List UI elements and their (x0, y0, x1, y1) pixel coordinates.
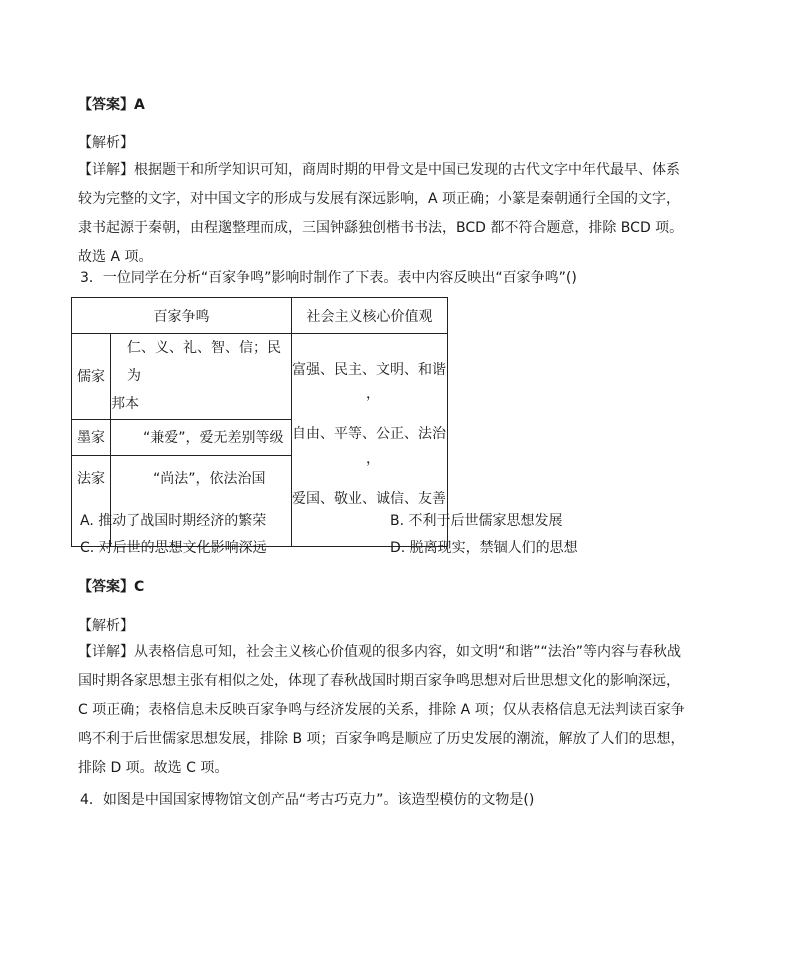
values-line2: 自由、平等、公正、法治 (292, 426, 446, 442)
confucian-ideas-line2: 邦本 (111, 396, 139, 413)
legalist-ideas (111, 456, 292, 547)
mohist-ideas-text: “兼爱”，爱无差别等级 (143, 430, 284, 447)
q2-answer: 【答案】A (78, 97, 145, 113)
values-comma1: ， (366, 386, 380, 402)
table-row (72, 334, 448, 420)
q2-detail: 【详解】根据题干和所学知识可知，商周时期的甲骨文是中国已发现的古代文字中年代最早、体系较为完整的文字，对中国文字的形成与发展有深远影响，A 项正确；小篆是秦朝通行全国的文字，隶书起源于秦朝，由程邈整理而成，三国钟繇独创楷书书法，BCD 都不符合题意，排除 BCD 项。故选 A 项。 (78, 162, 684, 265)
table-header-row (72, 298, 448, 334)
q3-answer: 【答案】C (78, 579, 145, 595)
school-mohist: 墨家 (72, 419, 111, 455)
q3-analysis-label: 【解析】 (78, 618, 134, 634)
option-b: B. 不利于后世儒家思想发展 (390, 513, 563, 529)
school-confucian: 儒家 (72, 334, 111, 420)
table-header-core-values: 社会主义核心价值观 (292, 298, 448, 334)
comparison-table (71, 297, 448, 547)
values-comma2: ， (366, 451, 380, 467)
q3-stem: 3．一位同学在分析“百家争鸣”影响时制作了下表。表中内容反映出“百家争鸣”() (80, 270, 577, 286)
option-c: C. 对后世的思想文化影响深远 (80, 540, 267, 556)
table-header-hundred-schools: 百家争鸣 (72, 298, 292, 334)
q4-stem: 4．如图是中国国家博物馆文创产品“考古巧克力”。该造型模仿的文物是() (80, 792, 535, 808)
mohist-ideas (111, 419, 292, 455)
option-d: D. 脱离现实，禁锢人们的思想 (390, 540, 578, 556)
legalist-ideas-text: “尚法”，依法治国 (153, 471, 266, 488)
q2-analysis-label: 【解析】 (78, 135, 134, 151)
confucian-ideas-line1: 仁、义、礼、智、信；民为 (127, 340, 281, 385)
values-line3: 爱国、敬业、诚信、友善 (292, 491, 446, 507)
school-legalist: 法家 (72, 456, 111, 547)
values-line1: 富强、民主、文明、和谐 (292, 362, 446, 378)
q3-detail: 【详解】从表格信息可知，社会主义核心价值观的很多内容，如文明“和谐”“法治”等内容与春秋战国时期各家思想主张有相似之处，体现了春秋战国时期百家争鸣思想对后世思想文化的影响深远，C 项正确；表格信息未反映百家争鸣与经济发展的关系，排除 A 项；仅从表格信息无法判读百家争鸣不利于后世儒家思想发展，排除 B 项；百家争鸣是顺应了历史发展的潮流，解放了人们的思想，排除 D 项。故选 C 项。 (78, 644, 685, 776)
confucian-ideas (111, 334, 292, 420)
option-a: A. 推动了战国时期经济的繁荣 (80, 513, 267, 529)
